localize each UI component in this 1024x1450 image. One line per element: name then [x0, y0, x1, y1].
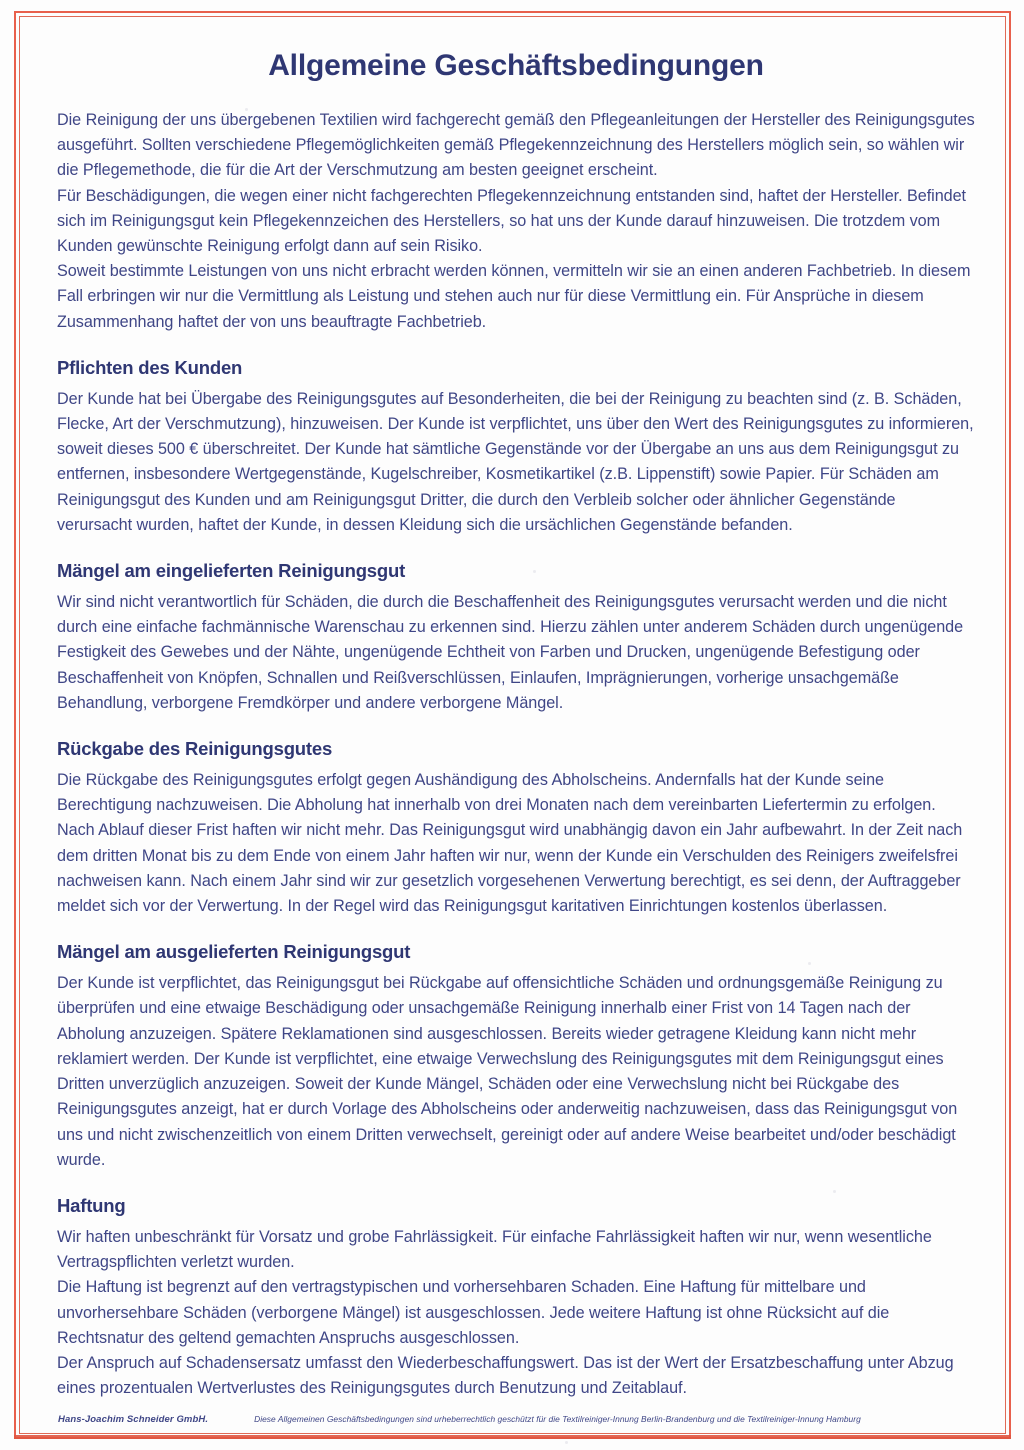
page-footer: [0, 1414, 1024, 1450]
intro-paragraph: Soweit bestimmte Leistungen von uns nicht erbracht werden können, vermitteln wir sie an einen anderen Fachbetrieb. In diesem Fall erbringen wir nur die Vermittlung als Leistung und stehen auch nur für diese Vermittlung ein. Für Ansprüche in diesem Zusammenhang haftet der von uns beauftragte Fachbetrieb.: [57, 262, 971, 331]
section-heading: Pflichten des Kunden: [57, 356, 243, 378]
section-heading: Mängel am ausgelieferten Reinigungsgut: [57, 941, 411, 963]
section-maengel-am-ausgelieferten-reinigungsgut: [57, 941, 975, 1173]
section-heading: Rückgabe des Reinigungsgutes: [57, 738, 333, 760]
document-content: [57, 0, 975, 1450]
section-haftung: [57, 1195, 975, 1401]
section-rueckgabe-des-reinigungsgutes: [57, 738, 975, 919]
section-paragraph: Wir haften unbeschränkt für Vorsatz und grobe Fahrlässigkeit. Für einfache Fahrlässigkeit haften wir nur, wenn wesentliche Vertragspflichten verletzt wurden.: [57, 1227, 932, 1272]
section-heading: Mängel am eingelieferten Reinigungsgut: [57, 560, 406, 582]
section-paragraph: Der Kunde ist verpflichtet, das Reinigungsgut bei Rückgabe auf offensichtliche Schäden und ordnungsgemäße Reinigung zu überprüfen und eine etwaige Beschädigung oder unsachgemäße Reinigung innerhalb einer Frist von 14 Tagen nach der Abholung anzuzeigen. Spätere Reklamationen sind ausgeschlossen. Bereits wieder getragene Kleidung kann nicht mehr reklamiert werden. Der Kunde ist verpflichtet, eine etwaige Verwechslung des Reinigungsgutes mit dem Reinigungsgut eines Dritten unverzüglich anzuzeigen. Soweit der Kunde Mängel, Schäden oder eine Verwechslung nicht bei Rückgabe des Reinigungsgutes anzeigt, hat er durch Vorlage des Abholscheins oder anderweitig nachzuweisen, dass das Reinigungsgut von uns und nicht zwischenzeitlich von einem Dritten verwechselt, gereinigt oder auf andere Weise bearbeitet und/oder beschädigt wurde.: [57, 974, 958, 1169]
footer-copyright-note: Diese Allgemeinen Geschäftsbedingungen sind urheberrechtlich geschützt für die Textilreiniger-Innung Berlin-Brandenburg und die Textilreiniger-Innung Hamburg: [254, 1414, 861, 1424]
section-paragraph: Die Rückgabe des Reinigungsgutes erfolgt gegen Aushändigung des Abholscheins. Andernfalls hat der Kunde seine Berechtigung nachzuweisen. Die Abholung hat innerhalb von drei Monaten nach dem vereinbarten Liefertermin zu erfolgen. Nach Ablauf dieser Frist haften wir nicht mehr. Das Reinigungsgut wird unabhängig davon ein Jahr aufbewahrt. In der Zeit nach dem dritten Monat bis zu dem Ende von einem Jahr haften wir nur, wenn der Kunde ein Verschulden des Reinigers zweifelsfrei nachweisen kann. Nach einem Jahr sind wir zur gesetzlich vorgesehenen Verwertung berechtigt, es sei denn, der Auftraggeber meldet sich vor der Verwertung. In der Regel wird das Reinigungsgut karitativen Einrichtungen kostenlos überlassen.: [57, 771, 963, 916]
section-paragraph: Der Kunde hat bei Übergabe des Reinigungsgutes auf Besonderheiten, die bei der Reinigung zu beachten sind (z. B. Schäden, Flecke, Art der Verschmutzung), hinzuweisen. Der Kunde ist verpflichtet, uns über den Wert des Reinigungsgutes zu informieren, soweit dieses 500 € überschreitet. Der Kunde hat sämtliche Gegenstände vor der Übergabe an uns aus dem Reinigungsgut zu entfernen, insbesondere Wertgegenstände, Kugelschreiber, Kosmetikartikel (z.B. Lippenstift) sowie Papier. Für Schäden am Reinigungsgut des Kunden und am Reinigungsgut Dritter, die durch den Verbleib solcher oder ähnlicher Gegenstände verursacht wurden, haftet der Kunde, in dessen Kleidung sich die ursächlichen Gegenstände befanden.: [57, 389, 974, 534]
section-maengel-am-eingelieferten-reinigungsgut: [57, 560, 975, 716]
section-paragraph: Wir sind nicht verantwortlich für Schäden, die durch die Beschaffenheit des Reinigungsgutes verursacht werden und die nicht durch eine einfache fachmännische Warenschau zu erkennen sind. Hierzu zählen unter anderem Schäden durch ungenügende Festigkeit des Gewebes und der Nähte, ungenügende Echtheit von Farben und Drucken, ungenügende Befestigung oder Beschaffenheit von Knöpfen, Schnallen und Reißverschlüssen, Einlaufen, Imprägnierungen, vorherige unsachgemäße Behandlung, verborgene Fremdkörper und andere verborgene Mängel.: [57, 593, 964, 712]
footer-row: [58, 1414, 984, 1425]
intro-paragraph: Für Beschädigungen, die wegen einer nicht fachgerechten Pflegekennzeichnung entstanden sind, haftet der Hersteller. Befindet sich im Reinigungsgut kein Pflegekennzeichen des Herstellers, so hat uns der Kunde darauf hinzuweisen. Die trotzdem vom Kunden gewünschte Reinigung erfolgt dann auf sein Risiko.: [57, 186, 967, 256]
intro-paragraph: Die Reinigung der uns übergebenen Textilien wird fachgerecht gemäß den Pflegeanleitungen der Hersteller des Reinigungsgutes ausgeführt. Sollten verschiedene Pflegemöglichkeiten gemäß Pflegekennzeichnung des Herstellers möglich sein, so wählen wir die Pflegemethode, die für die Art der Verschmutzung am besten geeignet erscheint.: [57, 111, 975, 180]
section-paragraph: Die Haftung ist begrenzt auf den vertragstypischen und vorhersehbaren Schaden. Eine Haftung für mittelbare und unvorhersehbare Schäden (verborgene Mängel) ist ausgeschlossen. Jede weitere Haftung ist ohne Rücksicht auf die Rechtsnatur des geltend gemachten Anspruchs ausgeschlossen.: [57, 1278, 890, 1347]
section-paragraph: Der Anspruch auf Schadensersatz umfasst den Wiederbeschaffungswert. Das ist der Wert der Ersatzbeschaffung unter Abzug eines prozentualen Wertverlustes des Reinigungsgutes durch Benutzung und Zeitablauf.: [57, 1353, 954, 1398]
section-heading: Haftung: [57, 1194, 126, 1216]
section-pflichten-des-kunden: [57, 357, 975, 538]
intro-section: [57, 108, 975, 335]
footer-company-name: Hans-Joachim Schneider GmbH.: [58, 1414, 209, 1425]
page-title: Allgemeine Geschäftsbedingungen: [268, 49, 764, 82]
